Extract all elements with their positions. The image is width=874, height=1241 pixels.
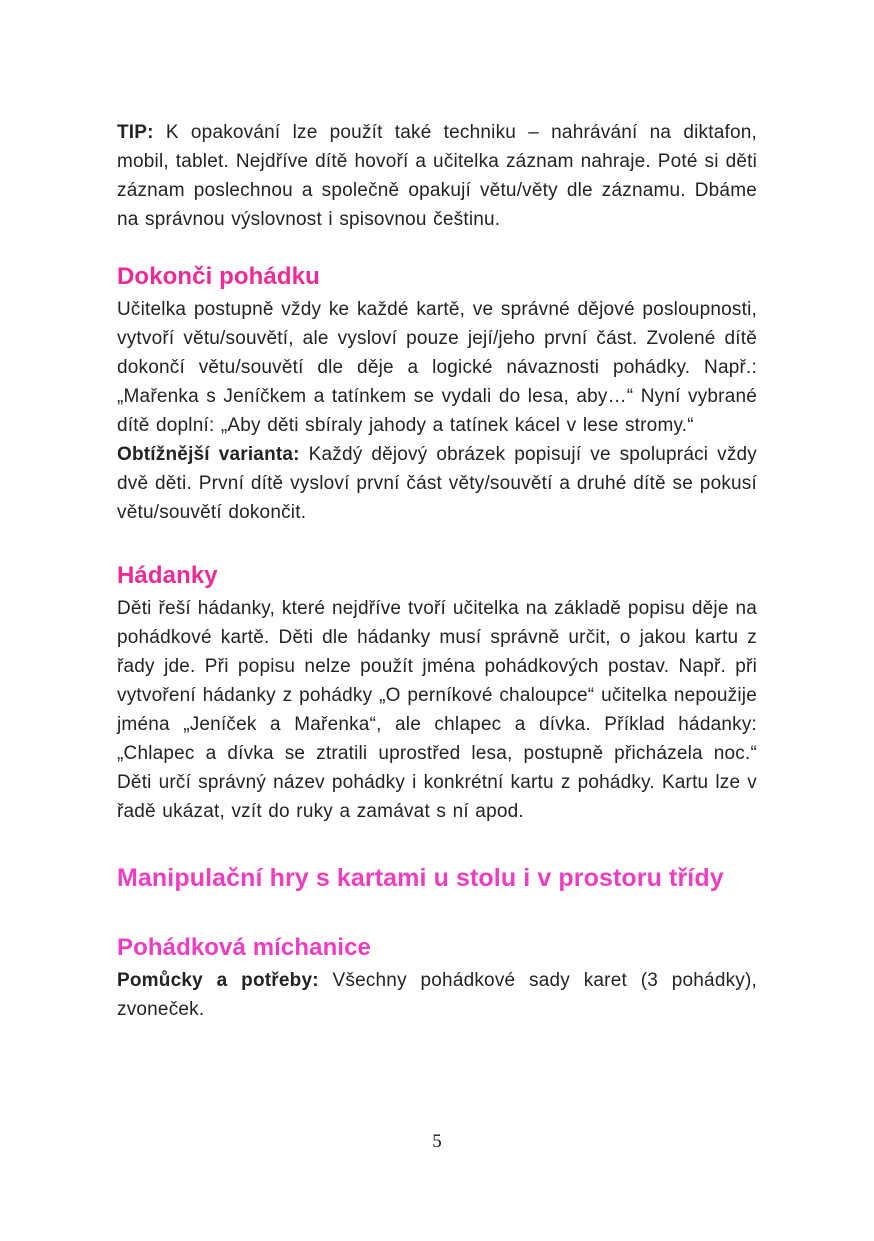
page-number: 5 [432,1131,442,1152]
chapter-heading-manipulacni-hry: Manipulační hry s kartami u stolu i v prostoru třídy [117,864,724,892]
obtiznejsi-varianta-label: Obtížnější varianta: [117,444,300,465]
michanice-paragraph-text: Všechny pohádkové sady karet (3 pohádky), zvoneček. [117,970,757,1020]
hadanky-paragraph-text: Děti řeší hádanky, které nejdříve tvoří učitelka na základě popisu děje na pohádkové kartě. Děti dle hádanky musí správně určit, o jakou kartu z řady jde. Při popisu nelze použít jména pohádkových postav. Např. při vytvoření hádanky z pohádky „O perníkové chaloupce“ učitelka nepoužije jména „Jeníček a Mařenka“, ale chlapec a dívka. Příklad hádanky: „Chlapec a dívka se ztratili uprostřed lesa, postupně přicházela noc.“ Děti určí správný název pohádky i konkrétní kartu z pohádky. Kartu lze v řadě ukázat, vzít do ruky a zamávat s ní apod. [117,598,757,822]
dokonci-paragraph-1-text: Učitelka postupně vždy ke každé kartě, ve správné dějové posloupnosti, vytvoří větu/souvětí, ale vysloví pouze její/jeho první část. Zvolené dítě dokončí větu/souvětí dle děje a logické návaznosti pohádky. Např.: „Mařenka s Jeníčkem a tatínkem se vydali do lesa, aby…“ Nyní vybrané dítě doplní: „Aby děti sbíraly jahody a tatínek kácel v lese stromy.“ [117,299,757,436]
michanice-paragraph [117,966,757,1024]
dokonci-paragraph-2-text: Každý dějový obrázek popisují ve spolupráci vždy dvě děti. První dítě vysloví první část věty/souvětí a druhé dítě se pokusí větu/souvětí dokončit. [117,444,757,523]
dokonci-paragraph-1 [117,295,757,440]
tip-text: K opakování lze použít také techniku – nahrávání na diktafon, mobil, tablet. Nejdříve dítě hovoří a učitelka záznam nahraje. Poté si děti záznam poslechnou a společně opakují větu/věty dle záznamu. Dbáme na správnou výslovnost i spisovnou češtinu. [117,122,757,230]
tip-label: TIP: [117,122,154,143]
document-page-content [117,118,757,1024]
tip-paragraph [117,118,757,234]
section-heading-pohadkova-michanice: Pohádková míchanice [117,934,371,961]
hadanky-paragraph [117,594,757,826]
pomucky-a-potreby-label: Pomůcky a potřeby: [117,970,319,991]
dokonci-paragraph-2 [117,440,757,527]
section-heading-dokonci-pohadku: Dokonči pohádku [117,263,320,290]
section-heading-hadanky: Hádanky [117,562,218,589]
